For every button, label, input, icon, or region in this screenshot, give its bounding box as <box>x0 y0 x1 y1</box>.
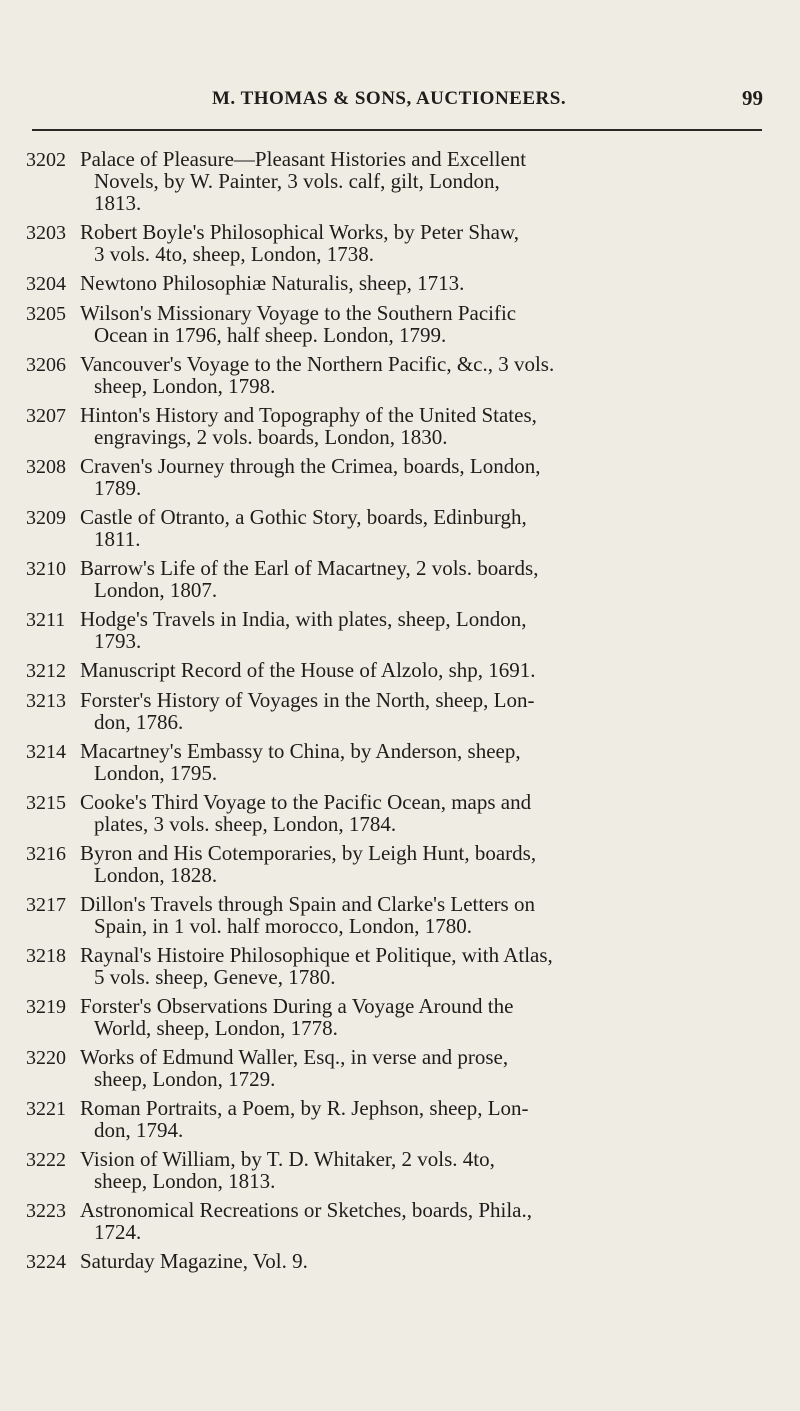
lot-description <box>80 689 776 733</box>
lot-entry <box>26 557 776 601</box>
lot-entry <box>26 272 776 295</box>
lot-number: 3208 <box>26 456 66 478</box>
lot-number: 3202 <box>26 149 66 171</box>
description-line: Novels, by W. Painter, 3 vols. calf, gilt, London, <box>94 169 500 193</box>
description-line: engravings, 2 vols. boards, London, 1830. <box>94 425 448 449</box>
description-line: don, 1794. <box>94 1118 184 1142</box>
description-line: London, 1807. <box>94 578 218 602</box>
lot-description <box>80 995 776 1039</box>
description-line: Palace of Pleasure—Pleasant Histories and Excellent <box>80 147 527 171</box>
lot-description <box>80 1148 776 1192</box>
description-line: Manuscript Record of the House of Alzolo, shp, 1691. <box>80 658 536 682</box>
lot-number: 3205 <box>26 303 66 325</box>
description-line: 1789. <box>94 476 142 500</box>
lot-entry <box>26 404 776 448</box>
description-line: Ocean in 1796, half sheep. London, 1799. <box>94 323 447 347</box>
lot-number: 3206 <box>26 354 66 376</box>
description-line: 3 vols. 4to, sheep, London, 1738. <box>94 242 374 266</box>
description-line: Vision of William, by T. D. Whitaker, 2 vols. 4to, <box>80 1147 495 1171</box>
description-line: Robert Boyle's Philosophical Works, by Peter Shaw, <box>80 220 519 244</box>
lot-number: 3212 <box>26 660 66 682</box>
description-line: Forster's History of Voyages in the North, sheep, Lon- <box>80 688 535 712</box>
lot-description <box>80 740 776 784</box>
lot-number: 3218 <box>26 945 66 967</box>
lot-number: 3211 <box>26 609 66 631</box>
description-line: 5 vols. sheep, Geneve, 1780. <box>94 965 336 989</box>
lot-description <box>80 1250 776 1272</box>
lot-number: 3224 <box>26 1251 66 1273</box>
description-line: Castle of Otranto, a Gothic Story, boards, Edinburgh, <box>80 505 527 529</box>
description-line: Dillon's Travels through Spain and Clarke's Letters on <box>80 892 535 916</box>
description-line: Byron and His Cotemporaries, by Leigh Hunt, boards, <box>80 841 537 865</box>
lot-description <box>80 506 776 550</box>
lot-entry <box>26 1148 776 1192</box>
lot-description <box>80 1046 776 1090</box>
description-line: Cooke's Third Voyage to the Pacific Ocean, maps and <box>80 790 532 814</box>
description-line: plates, 3 vols. sheep, London, 1784. <box>94 812 397 836</box>
lot-description <box>80 148 776 214</box>
lot-description <box>80 659 776 681</box>
description-line: Raynal's Histoire Philosophique et Politique, with Atlas, <box>80 943 553 967</box>
lot-entry <box>26 1046 776 1090</box>
page-number: 99 <box>742 86 763 110</box>
lot-number: 3203 <box>26 222 66 244</box>
description-line: sheep, London, 1813. <box>94 1169 276 1193</box>
description-line: Works of Edmund Waller, Esq., in verse and prose, <box>80 1045 509 1069</box>
lot-number: 3221 <box>26 1098 66 1120</box>
lot-description <box>80 842 776 886</box>
lot-entry <box>26 944 776 988</box>
lot-number: 3210 <box>26 558 66 580</box>
description-line: Astronomical Recreations or Sketches, boards, Phila., <box>80 1198 532 1222</box>
description-line: Hodge's Travels in India, with plates, sheep, London, <box>80 607 527 631</box>
description-line: Craven's Journey through the Crimea, boards, London, <box>80 454 541 478</box>
lot-description <box>80 944 776 988</box>
lot-entry <box>26 221 776 265</box>
lot-entry <box>26 842 776 886</box>
description-line: Roman Portraits, a Poem, by R. Jephson, sheep, Lon- <box>80 1096 529 1120</box>
description-line: 1724. <box>94 1220 142 1244</box>
lot-number: 3220 <box>26 1047 66 1069</box>
lot-number: 3207 <box>26 405 66 427</box>
description-line: London, 1828. <box>94 863 218 887</box>
description-line: London, 1795. <box>94 761 218 785</box>
lot-entry <box>26 608 776 652</box>
lot-entry <box>26 148 776 214</box>
lot-number: 3222 <box>26 1149 66 1171</box>
lot-description <box>80 404 776 448</box>
lot-entry <box>26 302 776 346</box>
lot-entry <box>26 689 776 733</box>
description-line: sheep, London, 1798. <box>94 374 276 398</box>
lot-entry <box>26 353 776 397</box>
lot-description <box>80 1097 776 1141</box>
description-line: Newtono Philosophiæ Naturalis, sheep, 1713. <box>80 271 465 295</box>
lot-entry <box>26 791 776 835</box>
description-line: Macartney's Embassy to China, by Anderson, sheep, <box>80 739 521 763</box>
lot-number: 3214 <box>26 741 66 763</box>
description-line: Vancouver's Voyage to the Northern Pacific, &c., 3 vols. <box>80 352 555 376</box>
description-line: Spain, in 1 vol. half morocco, London, 1780. <box>94 914 472 938</box>
lot-entry <box>26 995 776 1039</box>
lot-description <box>80 272 776 294</box>
description-line: sheep, London, 1729. <box>94 1067 276 1091</box>
lot-description <box>80 221 776 265</box>
lot-description <box>80 455 776 499</box>
lot-entry <box>26 893 776 937</box>
description-line: World, sheep, London, 1778. <box>94 1016 338 1040</box>
lot-entry <box>26 659 776 682</box>
running-header <box>0 86 800 116</box>
lot-description <box>80 608 776 652</box>
lot-number: 3209 <box>26 507 66 529</box>
lot-number: 3223 <box>26 1200 66 1222</box>
description-line: don, 1786. <box>94 710 184 734</box>
lot-description <box>80 791 776 835</box>
description-line: Saturday Magazine, Vol. 9. <box>80 1249 308 1273</box>
description-line: Wilson's Missionary Voyage to the Southern Pacific <box>80 301 517 325</box>
description-line: Barrow's Life of the Earl of Macartney, 2 vols. boards, <box>80 556 539 580</box>
header-rule <box>32 129 762 131</box>
lot-description <box>80 302 776 346</box>
description-line: Forster's Observations During a Voyage Around the <box>80 994 514 1018</box>
description-line: 1811. <box>94 527 141 551</box>
lot-number: 3215 <box>26 792 66 814</box>
lot-entry <box>26 455 776 499</box>
lot-number: 3213 <box>26 690 66 712</box>
lot-number: 3217 <box>26 894 66 916</box>
description-line: 1793. <box>94 629 142 653</box>
lot-description <box>80 557 776 601</box>
lot-entry <box>26 1097 776 1141</box>
lot-number: 3204 <box>26 273 66 295</box>
lot-description <box>80 1199 776 1243</box>
lot-description <box>80 893 776 937</box>
lot-description <box>80 353 776 397</box>
lot-number: 3219 <box>26 996 66 1018</box>
description-line: Hinton's History and Topography of the United States, <box>80 403 537 427</box>
lot-entry <box>26 740 776 784</box>
description-line: 1813. <box>94 191 142 215</box>
lot-entry <box>26 1199 776 1243</box>
lot-number: 3216 <box>26 843 66 865</box>
lot-entry <box>26 1250 776 1273</box>
lot-entry <box>26 506 776 550</box>
lot-list <box>26 148 776 1280</box>
header-title: M. THOMAS & SONS, AUCTIONEERS. <box>212 88 567 109</box>
